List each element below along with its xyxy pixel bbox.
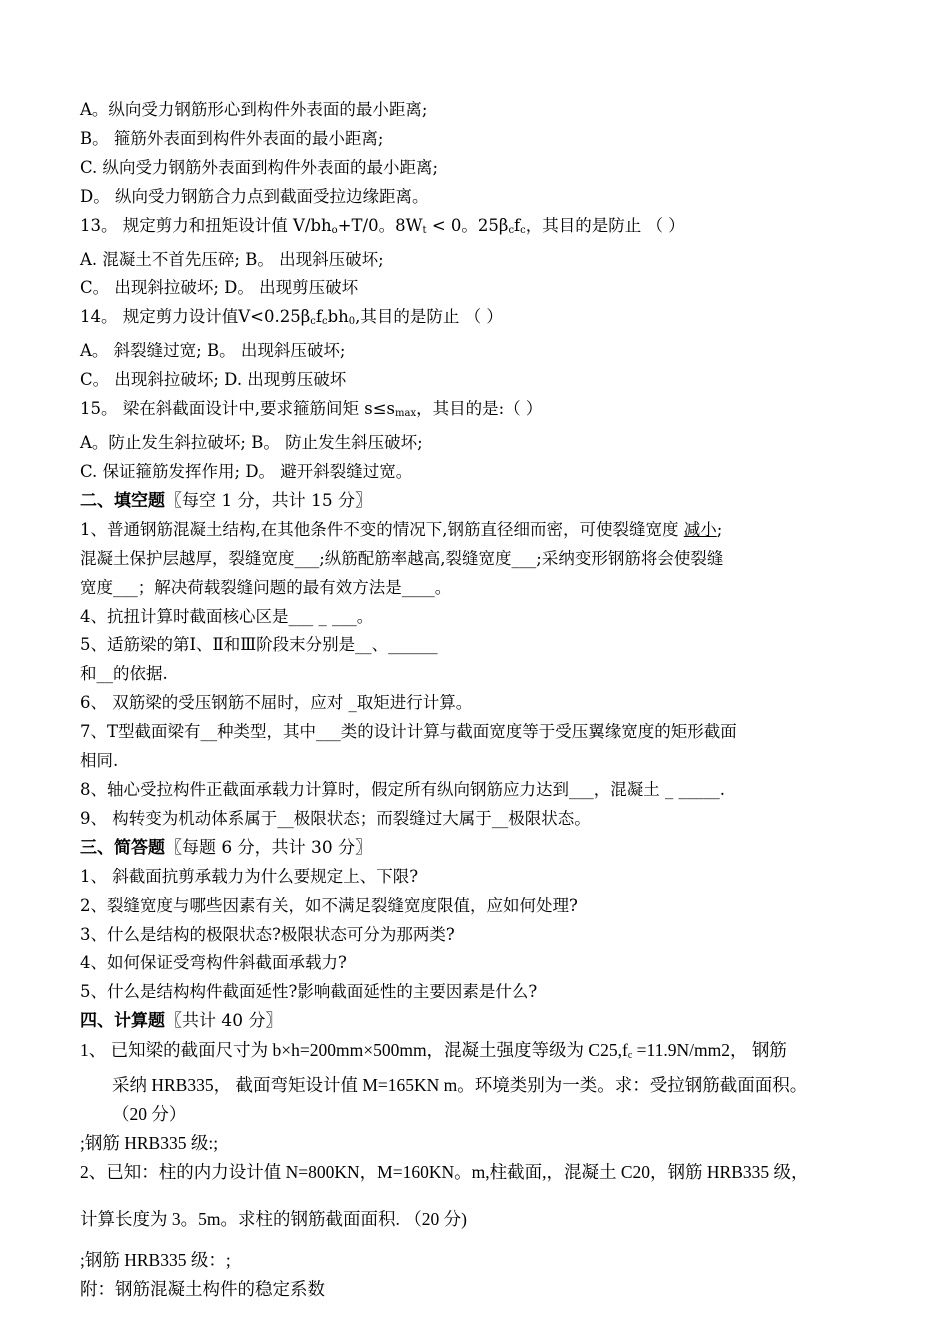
document-page: [80, 96, 900, 1304]
calc-q2-line1: 2、已知：柱的内力设计值 N=800KN，M=160KN。m,柱截面,，混凝土 C20，钢筋 HRB335 级，: [80, 1161, 809, 1182]
q13-options-ab: A. 混凝土不首先压碎; B。 出现斜压破坏;: [80, 249, 384, 269]
calc-q2-steel-grade: ;钢筋 HRB335 级：;: [80, 1249, 231, 1270]
calc-q1-points: （20 分）: [112, 1104, 187, 1125]
fill-q5-line2: 和__的依据.: [80, 664, 168, 684]
fill-q8: 8、轴心受拉构件正截面承载力计算时，假定所有纵向钢筋应力达到___，混凝土 _ _____.: [80, 779, 725, 799]
q14-options-cd: C。 出现斜拉破坏; D. 出现剪压破坏: [80, 370, 347, 390]
q15-options-ab: A。防止发生斜拉破坏; B。 防止发生斜压破坏;: [80, 432, 423, 452]
question-15: 15。 梁在斜截面设计中,要求箍筋间矩 $s\le s_{max}$，其目的是:（ ）: [80, 399, 543, 420]
section-heading-calculation: 四、计算题〖共计 40 分〗: [80, 1011, 283, 1032]
fill-q7-line2: 相同.: [80, 751, 119, 771]
question-14: 14。 规定剪力设计值$V<0.25\beta_cf_cbh_0$,其目的是防止 （ ）: [80, 307, 503, 328]
option-d: D。 纵向受力钢筋合力点到截面受拉边缘距离。: [80, 186, 429, 206]
q13-options-cd: C。 出现斜拉破坏; D。 出现剪压破坏: [80, 278, 359, 298]
fill-q9: 9、 构转变为机动体系属于__极限状态；而裂缝过大属于__极限状态。: [80, 808, 591, 828]
short-q4: 4、如何保证受弯构件斜截面承载力?: [80, 953, 347, 973]
fill-q1-answer: 减小: [683, 519, 717, 539]
question-13: 13。 规定剪力和扭矩设计值 $V/bh_o+T/0$。$8W_t < 0$。$25\beta_cf_c$，其目的是防止 （ ）: [80, 215, 685, 236]
option-c: C. 纵向受力钢筋外表面到构件外表面的最小距离;: [80, 157, 439, 177]
fill-q1-line1: 1、普通钢筋混凝土结构,在其他条件不变的情况下,钢筋直径细而密，可使裂缝宽度 减小;: [80, 519, 723, 539]
fill-q1-line3: 宽度___；解决荷载裂缝问题的最有效方法是____。: [80, 577, 452, 597]
section-heading-short-answer: 三、简答题〖每题 6 分，共计 30 分〗: [80, 837, 373, 858]
option-b: B。 箍筋外表面到构件外表面的最小距离;: [80, 128, 384, 148]
appendix-stability-coefficient: 附：钢筋混凝土构件的稳定系数: [80, 1278, 325, 1299]
fill-q4: 4、抗扭计算时截面核心区是___ _ ___。: [80, 606, 374, 626]
q14-options-ab: A。 斜裂缝过宽; B。 出现斜压破坏;: [80, 341, 346, 361]
fill-q5-line1: 5、适筋梁的第Ⅰ、Ⅱ和Ⅲ阶段末分别是__、______: [80, 635, 438, 655]
calc-q1-steel-grade: ;钢筋 HRB335 级:;: [80, 1133, 219, 1153]
short-q3: 3、什么是结构的极限状态?极限状态可分为那两类?: [80, 924, 455, 944]
calc-q2-line2: 计算长度为 3。5m。求柱的钢筋截面面积. （20 分): [80, 1208, 467, 1229]
calc-q1-line1: 1、 已知梁的截面尺寸为 b×h=200mm×500mm，混凝土强度等级为 $C25,f_c =11.9N/mm2$， 钢筋: [80, 1040, 787, 1062]
short-q1: 1、 斜截面抗剪承载力为什么要规定上、下限?: [80, 866, 419, 886]
option-a: A。纵向受力钢筋形心到构件外表面的最小距离;: [80, 100, 428, 119]
fill-q7-line1: 7、T型截面梁有__种类型，其中___类的设计计算与截面宽度等于受压翼缘宽度的矩形截面: [80, 722, 737, 742]
fill-q6: 6、 双筋梁的受压钢筋不屈时，应对 _取矩进行计算。: [80, 693, 473, 713]
section-heading-fill-in: 二、填空题〖每空 1 分，共计 15 分〗: [80, 490, 373, 511]
q15-options-cd: C. 保证箍筋发挥作用; D。 避开斜裂缝过宽。: [80, 461, 413, 481]
short-q2: 2、裂缝宽度与哪些因素有关，如不满足裂缝宽度限值，应如何处理?: [80, 895, 578, 915]
fill-q1-line2: 混凝土保护层越厚，裂缝宽度___;纵筋配筋率越高,裂缝宽度___;采纳变形钢筋将会使裂缝: [80, 548, 724, 568]
calc-q1-line2: 采纳 HRB335， 截面弯矩设计值 M=165KN m。环境类别为一类。求：受拉钢筋截面面积。: [112, 1075, 808, 1096]
short-q5: 5、什么是结构构件截面延性?影响截面延性的主要因素是什么?: [80, 982, 538, 1002]
